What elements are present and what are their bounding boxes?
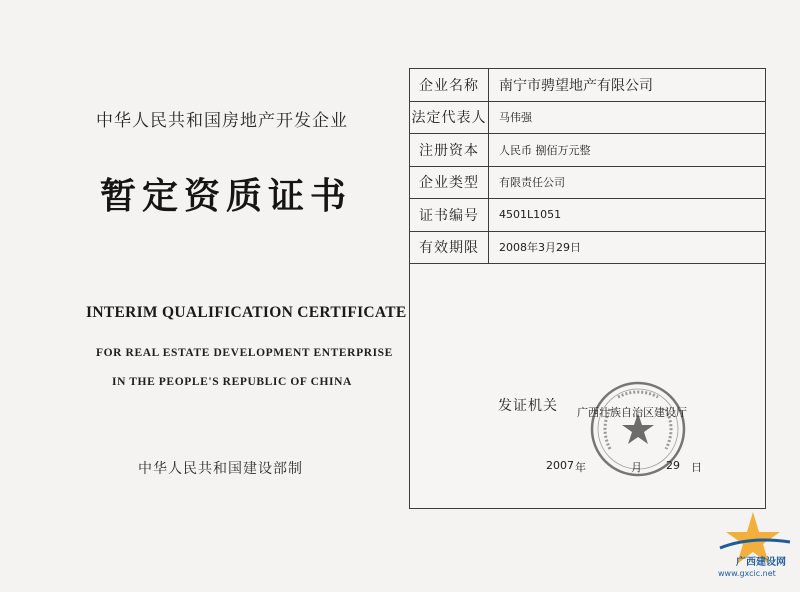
row-label: 有效期限 — [410, 231, 489, 264]
table-row — [410, 199, 765, 232]
issue-day-unit: 日 — [691, 461, 702, 474]
table-row — [410, 101, 765, 134]
issue-year-unit: 年 — [575, 461, 586, 474]
issuing-authority-name: 广西壮族自治区建设厅 — [577, 406, 687, 419]
info-panel — [409, 68, 766, 509]
issuing-authority-label: 发证机关 — [498, 398, 558, 414]
watermark-site-name: 广西建设网 — [736, 557, 786, 568]
cover-title-en: INTERIM QUALIFICATION CERTIFICATE — [86, 304, 407, 321]
cover-subtitle-cn: 中华人民共和国房地产开发企业 — [96, 111, 348, 131]
info-table — [410, 69, 765, 264]
watermark-site-url: www.gxcic.net — [718, 569, 776, 578]
capital-value: 人民币 捌佰万元整 — [489, 134, 766, 167]
cover-issuer-cn: 中华人民共和国建设部制 — [138, 461, 303, 477]
table-row — [410, 231, 765, 264]
row-label: 注册资本 — [410, 134, 489, 167]
row-label: 企业类型 — [410, 166, 489, 199]
table-row — [410, 69, 765, 101]
cover-subtitle-en-2: IN THE PEOPLE'S REPUBLIC OF CHINA — [112, 376, 352, 388]
company-type-value: 有限责任公司 — [489, 166, 766, 199]
table-row — [410, 134, 765, 167]
row-label: 企业名称 — [410, 69, 489, 101]
row-label: 证书编号 — [410, 199, 489, 232]
cert-number-value: 4501L1051 — [489, 199, 766, 232]
row-label: 法定代表人 — [410, 101, 489, 134]
validity-value: 2008年3月29日 — [489, 231, 766, 264]
company-name-value: 南宁市骋望地产有限公司 — [489, 69, 766, 101]
cover-title-cn: 暂定资质证书 — [100, 175, 353, 217]
issue-month-unit: 月 — [631, 461, 642, 474]
cover-subtitle-en-1: FOR REAL ESTATE DEVELOPMENT ENTERPRISE — [96, 347, 393, 359]
issue-year: 2007 — [546, 459, 574, 472]
table-row — [410, 166, 765, 199]
legal-rep-value: 马伟强 — [489, 101, 766, 134]
issue-day: 29 — [666, 459, 680, 472]
